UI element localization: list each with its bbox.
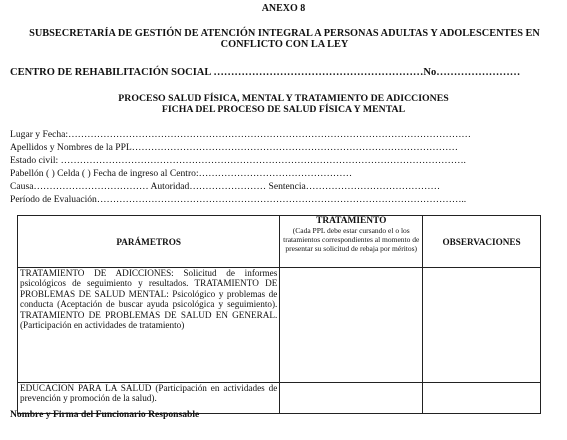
header-parametros: PARÁMETROS	[18, 216, 280, 268]
header-observaciones: OBSERVACIONES	[423, 216, 541, 268]
subsecretaria-line-1: SUBSECRETARÍA DE GESTIÓN DE ATENCIÓN INTEGRAL A PERSONAS ADULTAS Y ADOLESCENTES EN	[29, 28, 540, 39]
field-lugar-fecha: Lugar y Fecha:………………………………………………………………………………………………………………	[10, 129, 472, 140]
field-apellidos-nombres: Apellidos y Nombres de la PPL…………………………………………………………………………………………	[10, 142, 458, 153]
field-estado-civil: Estado civil: ……………………………………………………………………………………………………………….	[10, 155, 466, 166]
proceso-line-1: PROCESO SALUD FÍSICA, MENTAL Y TRATAMIENTO DE ADICCIONES	[118, 93, 449, 104]
table-row	[18, 268, 541, 383]
tratamiento-cell	[280, 383, 423, 414]
field-pabellon-celda: Pabellón ( ) Celda ( ) Fecha de ingreso al Centro:…………………………………………	[10, 168, 353, 179]
table-header-row	[18, 216, 541, 268]
tratamiento-title: TRATAMIENTO	[316, 216, 387, 226]
header-tratamiento	[280, 216, 423, 268]
subsecretaria-line-2: CONFLICTO CON LA LEY	[220, 39, 349, 50]
param-tratamientos: TRATAMIENTO DE ADICCIONES: Solicitud de informes psicológicos de seguimiento y resultados. TRATAMIENTO DE PROBLEMAS DE SALUD MENTAL: Psicológico y problemas de conducta (Aceptación de buscar ayuda psicológica y seguimiento). TRATAMIENTO DE PROBLEMAS DE SALUD EN GENERAL. (Participación en actividades de tratamiento)	[18, 268, 280, 383]
tratamiento-note: (Cada PPL debe estar cursando el o los tratamientos correspondientes al momento de presentar su solicitud de rebaja por méritos)	[283, 226, 420, 253]
annex-title: ANEXO 8	[261, 3, 306, 14]
observaciones-cell	[423, 383, 541, 414]
proceso-line-2: FICHA DEL PROCESO DE SALUD FÍSICA Y MENTAL	[161, 104, 406, 115]
firma-responsable: Nombre y Firma del Funcionario Responsable	[10, 409, 200, 420]
proceso-heading	[0, 93, 567, 115]
evaluation-table	[17, 215, 541, 414]
observaciones-cell	[423, 268, 541, 383]
param-educacion-salud: EDUCACION PARA LA SALUD (Participación en actividades de prevención y promoción de la salud).	[18, 383, 280, 414]
subsecretaria-heading	[14, 28, 555, 50]
centro-line: CENTRO DE REHABILITACIÓN SOCIAL ……………………………………………………No……………………	[10, 67, 521, 78]
field-causa: Causa……………………………… Autoridad…………………… Sentencia……………………………………	[10, 181, 441, 192]
tratamiento-cell	[280, 268, 423, 383]
field-periodo: Período de Evaluación……………………………………………………………………………………………………..	[10, 194, 467, 205]
